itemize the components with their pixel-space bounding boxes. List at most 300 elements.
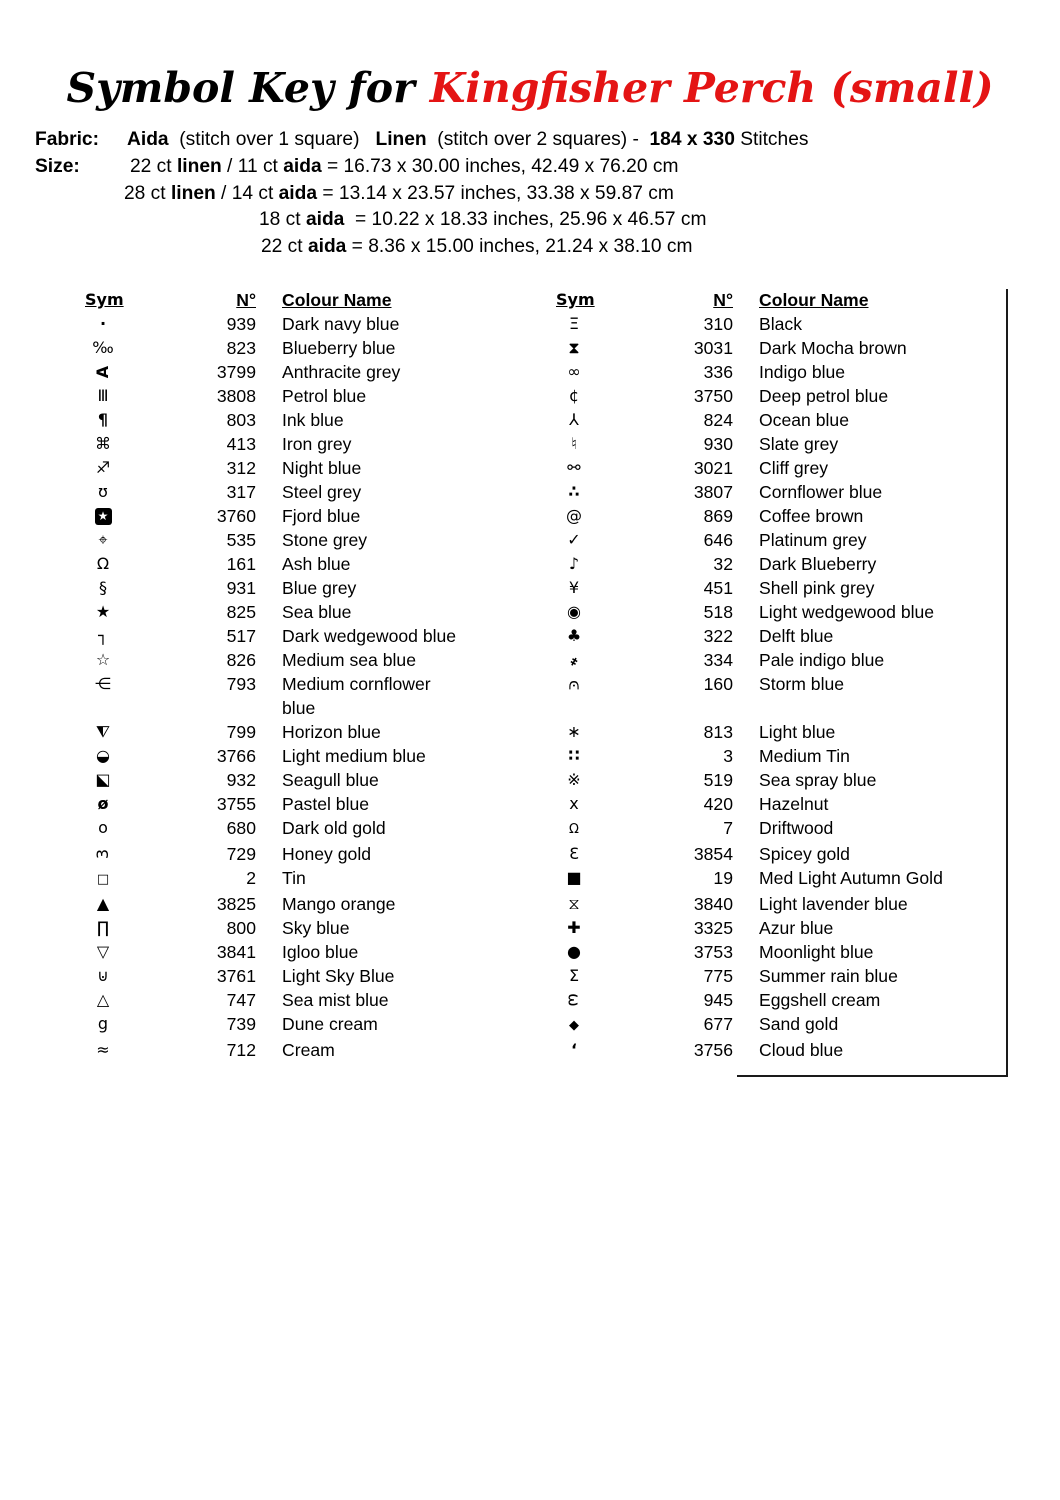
colour-name-cell [759, 528, 1007, 552]
stitch-symbol: ■ [566, 868, 582, 887]
colour-name-cell [759, 504, 1007, 528]
symbol-cell [85, 768, 121, 792]
number-cell: 3755 [216, 794, 256, 814]
table-row [85, 312, 1007, 336]
colour-name-cell [759, 1038, 1007, 1062]
table-row [85, 744, 1007, 768]
size-label: Size: [35, 156, 80, 177]
page-title [0, 66, 1060, 111]
symbol-cell [85, 432, 121, 456]
number-cell: 310 [703, 314, 733, 334]
colour-name-line: Iron grey [282, 434, 352, 454]
number-cell: 312 [226, 458, 256, 478]
number-cell: 3760 [216, 506, 256, 526]
colour-name-cell [759, 576, 1007, 600]
stitch-symbol: Ω [569, 822, 579, 837]
stitch-symbol: ∞ [567, 362, 581, 381]
symbol-cell [556, 384, 592, 408]
symbol-cell [556, 336, 592, 360]
stitch-symbol: Ω [96, 554, 110, 573]
colour-name-cell [759, 988, 1007, 1012]
table-row [85, 988, 1007, 1012]
symbol-cell [85, 988, 121, 1012]
table-row [85, 1012, 1007, 1038]
size-line-1: 22 ct linen / 11 ct aida = 16.73 x 30.00 inches, 42.49 x 76.20 cm [130, 156, 679, 177]
symbol-cell [85, 816, 121, 840]
number-cell: 3750 [693, 386, 733, 406]
stitch-symbol: ▲ [96, 894, 110, 913]
symbol-cell [556, 432, 592, 456]
colour-name-line: Medium cornflower [282, 674, 431, 694]
header-num-right: N° [713, 290, 733, 310]
symbol-cell [556, 842, 592, 866]
colour-name-cell [282, 504, 556, 528]
symbol-cell [85, 964, 121, 988]
number-cell: 7 [723, 818, 733, 838]
colour-name-cell [759, 816, 1007, 840]
number-cell: 161 [226, 554, 256, 574]
symbol-cell [556, 1012, 592, 1038]
table-bottom-border-line [737, 1075, 1008, 1077]
number-cell: 3841 [216, 942, 256, 962]
stitch-symbol: □ [96, 872, 110, 887]
number-cell: 517 [226, 626, 256, 646]
number-cell: 646 [703, 530, 733, 550]
colour-name-line: Cornflower blue [759, 482, 883, 502]
symbol-cell [85, 866, 121, 892]
colour-name-cell [759, 744, 1007, 768]
stitch-symbol: ⅄ [569, 410, 579, 429]
colour-name-line: Med Light Autumn Gold [759, 868, 943, 888]
colour-name-line: Dark Blueberry [759, 554, 877, 574]
colour-name-line: Seagull blue [282, 770, 379, 790]
symbol-cell [85, 624, 121, 648]
number-cell: 336 [703, 362, 733, 382]
stitch-symbol: ø [97, 794, 109, 813]
symbol-cell [85, 504, 121, 528]
table-row [85, 432, 1007, 456]
symbol-cell [556, 866, 592, 890]
symbol-cell [85, 842, 121, 866]
table-row [85, 528, 1007, 552]
number-cell: 677 [703, 1014, 733, 1034]
number-cell: 680 [226, 818, 256, 838]
colour-name-line: Coffee brown [759, 506, 864, 526]
title-main: Symbol Key for [66, 64, 415, 112]
symbol-cell [85, 600, 121, 624]
number-cell: 3808 [216, 386, 256, 406]
number-cell: 322 [703, 626, 733, 646]
colour-name-cell [282, 480, 556, 504]
colour-name-line: Blue grey [282, 578, 357, 598]
header-name-right: Colour Name [759, 290, 869, 310]
number-cell: 930 [703, 434, 733, 454]
symbol-cell [85, 576, 121, 600]
colour-name-cell [759, 672, 1007, 696]
header-sym-right: Sym [556, 290, 595, 309]
colour-name-cell [282, 648, 556, 672]
symbol-cell [85, 744, 121, 768]
table-row [85, 964, 1007, 988]
colour-name-line: Azur blue [759, 918, 834, 938]
colour-name-line: Slate grey [759, 434, 839, 454]
colour-name-line: Sea blue [282, 602, 352, 622]
number-cell: 519 [703, 770, 733, 790]
symbol-cell [556, 456, 592, 480]
colour-name-cell [282, 866, 556, 890]
colour-name-cell [282, 336, 556, 360]
colour-name-line: Light Sky Blue [282, 966, 395, 986]
colour-name-line: Platinum grey [759, 530, 867, 550]
number-cell: 939 [226, 314, 256, 334]
number-cell: 3 [723, 746, 733, 766]
stitch-symbol: ∏ [96, 918, 110, 937]
stitch-symbol: ∴ [568, 482, 580, 501]
stitch-symbol: Σ [568, 966, 580, 985]
colour-name-line: Petrol blue [282, 386, 367, 406]
colour-name-cell [759, 892, 1007, 916]
symbol-cell [556, 916, 592, 940]
colour-name-line: Light medium blue [282, 746, 426, 766]
colour-name-line: Steel grey [282, 482, 362, 502]
symbol-cell [556, 408, 592, 432]
header-sym-left: Sym [85, 290, 124, 309]
symbol-key-table [85, 288, 1007, 1062]
number-cell: 160 [703, 674, 733, 694]
colour-name-line: Ink blue [282, 410, 344, 430]
number-cell: 712 [226, 1040, 256, 1060]
colour-name-line: Dark Mocha brown [759, 338, 907, 358]
symbol-cell [556, 480, 592, 504]
symbol-cell [556, 648, 592, 672]
colour-name-cell [759, 866, 1007, 890]
stitch-symbol: ‘ [570, 1040, 578, 1059]
colour-name-cell [759, 456, 1007, 480]
size-line-3: 18 ct aida = 10.22 x 18.33 inches, 25.96 x 46.57 cm [259, 209, 707, 230]
stitch-symbol: ※ [567, 770, 581, 789]
table-row [85, 892, 1007, 916]
colour-name-cell [759, 916, 1007, 940]
number-cell: 3807 [693, 482, 733, 502]
symbol-cell [85, 940, 121, 964]
stitch-symbol: ⧖ [568, 894, 580, 913]
table-row [85, 480, 1007, 504]
colour-name-line: Tin [282, 868, 306, 888]
symbol-cell [556, 792, 592, 816]
colour-name-cell [282, 940, 556, 964]
table-row [85, 916, 1007, 940]
colour-name-line: Horizon blue [282, 722, 381, 742]
number-cell: 334 [703, 650, 733, 670]
stitch-symbol: ⋲ [95, 674, 111, 693]
stitch-symbol: ¢ [568, 386, 580, 405]
table-row [85, 866, 1007, 892]
number-cell: 931 [226, 578, 256, 598]
colour-name-line: Stone grey [282, 530, 368, 550]
colour-name-cell [282, 720, 556, 744]
stitch-symbol: ʊ [98, 482, 108, 501]
table-row [85, 720, 1007, 744]
symbol-cell [85, 336, 121, 360]
colour-name-cell [282, 792, 556, 816]
stitch-symbol: ⌖ [98, 530, 108, 549]
symbol-cell [556, 360, 592, 384]
symbol-cell [85, 1038, 121, 1062]
table-row [85, 842, 1007, 866]
number-cell: 3840 [693, 894, 733, 914]
colour-name-line: Light wedgewood blue [759, 602, 935, 622]
number-cell: 945 [703, 990, 733, 1010]
number-cell: 3325 [693, 918, 733, 938]
colour-name-cell [282, 842, 556, 866]
symbol-cell [556, 504, 592, 528]
symbol-cell [85, 648, 121, 672]
colour-name-cell [282, 528, 556, 552]
stitch-symbol: § [99, 578, 107, 597]
symbol-cell [556, 720, 592, 744]
stitch-symbol: Ⅲ [97, 386, 109, 405]
colour-name-cell [759, 480, 1007, 504]
stitch-symbol: ⧗ [568, 338, 580, 357]
stitch-symbol: ⩀ [568, 674, 580, 693]
colour-name-line: Dark navy blue [282, 314, 400, 334]
colour-name-cell [759, 624, 1007, 648]
colour-name-line: Igloo blue [282, 942, 359, 962]
stitch-symbol: ⬕ [95, 770, 111, 789]
colour-name-line: Light lavender blue [759, 894, 908, 914]
symbol-cell [556, 816, 592, 842]
stitch-symbol: ⌘ [95, 434, 111, 453]
symbol-cell [556, 768, 592, 792]
stitch-symbol: Ξ [568, 314, 580, 333]
colour-name-line: Mango orange [282, 894, 396, 914]
stitch-symbol: ⚯ [567, 458, 581, 477]
number-cell: 799 [226, 722, 256, 742]
colour-name-line: Ash blue [282, 554, 351, 574]
symbol-cell [556, 672, 592, 696]
symbol-cell [85, 720, 121, 744]
stitch-symbol: ★ [95, 508, 112, 525]
colour-name-line: Dark old gold [282, 818, 386, 838]
colour-name-cell [759, 600, 1007, 624]
stitch-symbol: x [569, 794, 579, 813]
number-cell: 826 [226, 650, 256, 670]
colour-name-line: Spicey gold [759, 844, 850, 864]
symbol-cell [556, 576, 592, 600]
colour-name-cell [282, 988, 556, 1012]
colour-name-line: Sea mist blue [282, 990, 389, 1010]
colour-name-cell [759, 720, 1007, 744]
colour-name-line: Pale indigo blue [759, 650, 885, 670]
symbol-cell [556, 744, 592, 768]
symbol-cell [85, 892, 121, 916]
table-row [85, 576, 1007, 600]
symbol-cell [556, 892, 592, 916]
symbol-cell [85, 792, 121, 816]
number-cell: 3766 [216, 746, 256, 766]
colour-name-line: Dune cream [282, 1014, 378, 1034]
number-cell: 32 [713, 554, 733, 574]
symbol-cell [556, 988, 592, 1012]
colour-name-cell [759, 768, 1007, 792]
colour-name-cell [282, 408, 556, 432]
colour-name-line: Hazelnut [759, 794, 829, 814]
colour-name-cell [759, 940, 1007, 964]
symbol-cell [556, 940, 592, 964]
colour-name-cell [282, 552, 556, 576]
colour-name-line: Indigo blue [759, 362, 846, 382]
colour-name-cell [759, 336, 1007, 360]
symbol-cell [85, 480, 121, 504]
colour-name-line: Black [759, 314, 803, 334]
stitch-symbol: ♐ [95, 458, 111, 477]
stitch-symbol: ▽ [96, 942, 110, 961]
number-cell: 317 [226, 482, 256, 502]
stitch-symbol: ☆ [95, 650, 111, 669]
table-row [85, 600, 1007, 624]
colour-name-cell [282, 600, 556, 624]
colour-name-cell [759, 792, 1007, 816]
symbol-cell [85, 408, 121, 432]
colour-name-cell [759, 842, 1007, 866]
stitch-symbol: ✓ [567, 530, 581, 549]
table-row [85, 384, 1007, 408]
header-num-left: N° [236, 290, 256, 310]
key-table-rows [85, 312, 1007, 1062]
table-row [85, 336, 1007, 360]
stitch-symbol: ◆ [569, 1018, 579, 1033]
colour-name-cell [282, 312, 556, 336]
stitch-symbol: ∗ [567, 722, 581, 741]
stitch-symbol: ω [565, 993, 584, 1007]
number-cell: 3753 [693, 942, 733, 962]
symbol-cell [556, 964, 592, 988]
colour-name-cell [759, 408, 1007, 432]
symbol-cell [85, 456, 121, 480]
table-row [85, 1038, 1007, 1062]
symbol-cell [85, 384, 121, 408]
stitch-symbol: · [99, 314, 107, 333]
colour-name-line: Medium Tin [759, 746, 850, 766]
stitch-symbol: ∷ [568, 746, 580, 765]
colour-name-line: Storm blue [759, 674, 845, 694]
number-cell: 420 [703, 794, 733, 814]
number-cell: 869 [703, 506, 733, 526]
colour-name-cell [759, 648, 1007, 672]
colour-name-cell [282, 576, 556, 600]
number-cell: 3825 [216, 894, 256, 914]
table-row [85, 672, 1007, 720]
table-row [85, 504, 1007, 528]
colour-name-cell [282, 1012, 556, 1036]
colour-name-line: Blueberry blue [282, 338, 396, 358]
number-cell: 825 [226, 602, 256, 622]
colour-name-line: Pastel blue [282, 794, 370, 814]
colour-name-line: Medium sea blue [282, 650, 416, 670]
number-cell: 413 [226, 434, 256, 454]
colour-name-cell [282, 360, 556, 384]
stitch-symbol: ⊍ [97, 966, 109, 985]
stitch-symbol: ҂ [569, 650, 579, 669]
number-cell: 19 [713, 868, 733, 888]
number-cell: 535 [226, 530, 256, 550]
colour-name-cell [282, 744, 556, 768]
stitch-symbol: ¶ [97, 410, 109, 429]
number-cell: 451 [703, 578, 733, 598]
colour-name-cell [759, 360, 1007, 384]
number-cell: 747 [226, 990, 256, 1010]
number-cell: 3799 [216, 362, 256, 382]
stitch-symbol: ● [567, 942, 581, 961]
number-cell: 3756 [693, 1040, 733, 1060]
number-cell: 729 [226, 844, 256, 864]
stitch-symbol: ‰ [92, 338, 114, 357]
fabric-label: Fabric: [35, 129, 99, 150]
colour-name-line: Sand gold [759, 1014, 839, 1034]
number-cell: 793 [226, 674, 256, 694]
symbol-cell [85, 672, 121, 696]
stitch-symbol: ✚ [567, 918, 581, 937]
colour-name-line: Night blue [282, 458, 362, 478]
table-row [85, 552, 1007, 576]
colour-name-cell [282, 768, 556, 792]
colour-name-cell [759, 384, 1007, 408]
stitch-symbol: ★ [95, 602, 111, 621]
table-row [85, 768, 1007, 792]
colour-name-cell [282, 672, 556, 720]
fabric-line: Aida (stitch over 1 square) Linen (stitch over 2 squares) - 184 x 330 Stitches [127, 129, 809, 150]
stitch-symbol: △ [96, 990, 110, 1009]
stitch-symbol: 3 [93, 848, 112, 860]
colour-name-line: Anthracite grey [282, 362, 401, 382]
number-cell: 824 [703, 410, 733, 430]
stitch-symbol: ♮ [571, 434, 577, 453]
stitch-symbol: ┐ [98, 626, 108, 645]
colour-name-cell [282, 964, 556, 988]
number-cell: 3854 [693, 844, 733, 864]
symbol-cell [85, 552, 121, 576]
colour-name-cell [282, 1038, 556, 1062]
colour-name-line: Fjord blue [282, 506, 361, 526]
colour-name-line: Summer rain blue [759, 966, 898, 986]
symbol-cell [556, 600, 592, 624]
stitch-symbol: o [98, 818, 108, 837]
symbol-cell [85, 360, 121, 384]
colour-name-line: Eggshell cream [759, 990, 881, 1010]
number-cell: 813 [703, 722, 733, 742]
table-row [85, 624, 1007, 648]
number-cell: 932 [226, 770, 256, 790]
number-cell: 739 [226, 1014, 256, 1034]
colour-name-cell [759, 312, 1007, 336]
number-cell: 775 [703, 966, 733, 986]
stitch-symbol: ♣ [566, 626, 582, 645]
table-header-row [85, 288, 1007, 312]
stitch-symbol: ◉ [567, 602, 581, 621]
stitch-symbol: Ɛ [569, 844, 579, 863]
size-line-4: 22 ct aida = 8.36 x 15.00 inches, 21.24 x 38.10 cm [261, 236, 693, 257]
stitch-symbol: ≈ [96, 1040, 110, 1059]
table-row [85, 940, 1007, 964]
number-cell: 3761 [216, 966, 256, 986]
colour-name-line: Sky blue [282, 918, 350, 938]
colour-name-cell [282, 456, 556, 480]
symbol-cell [556, 552, 592, 576]
colour-name-cell [282, 892, 556, 916]
colour-name-line: Deep petrol blue [759, 386, 889, 406]
colour-name-line: blue [282, 698, 316, 718]
symbol-cell [556, 1038, 592, 1062]
